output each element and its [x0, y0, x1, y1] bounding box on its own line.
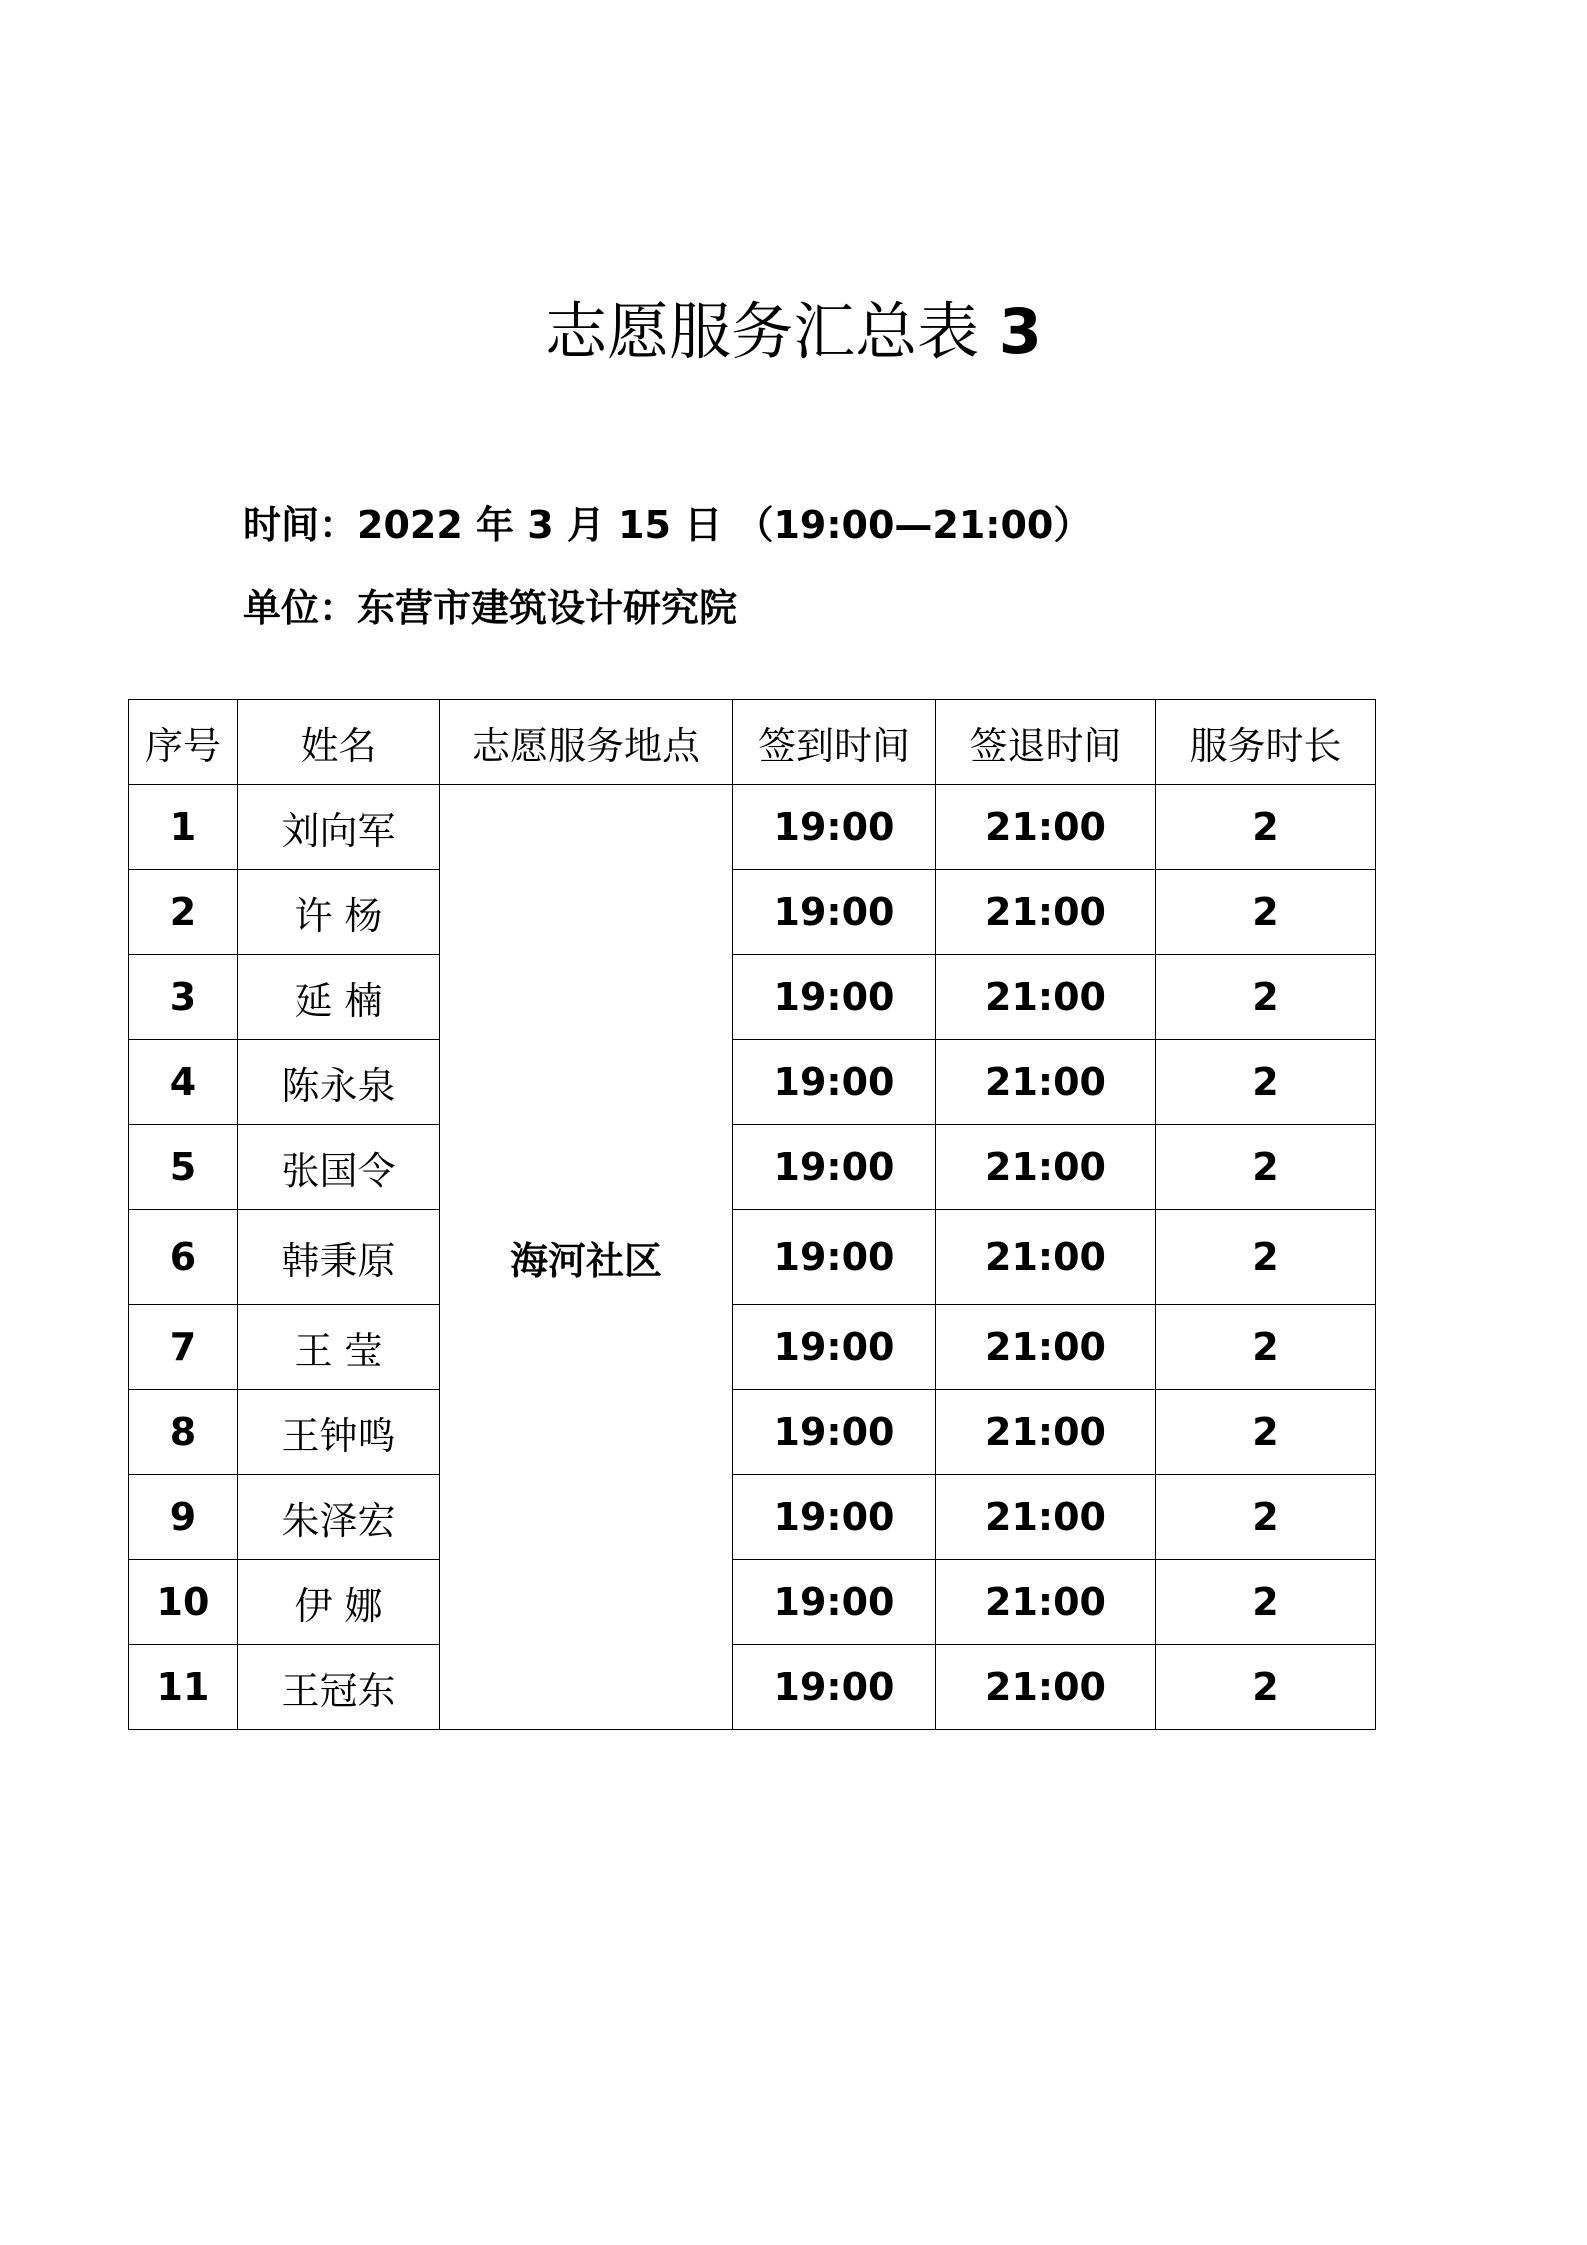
- header-no: 序号: [129, 700, 238, 785]
- header-check-in: 签到时间: [733, 700, 936, 785]
- check-out-time: 21:00: [936, 1125, 1156, 1210]
- row-number: 8: [129, 1390, 238, 1475]
- volunteer-name: 王 莹: [238, 1305, 440, 1390]
- volunteer-name: 张国令: [238, 1125, 440, 1210]
- volunteer-name: 许 杨: [238, 870, 440, 955]
- volunteer-name: 王冠东: [238, 1645, 440, 1730]
- row-number: 6: [129, 1210, 238, 1305]
- check-in-time: 19:00: [733, 1040, 936, 1125]
- service-duration: 2: [1156, 785, 1376, 870]
- check-out-time: 21:00: [936, 1560, 1156, 1645]
- service-time: 时间：2022 年 3 月 15 日 （19:00—21:00）: [243, 503, 1092, 547]
- header-check-out: 签退时间: [936, 700, 1156, 785]
- service-duration: 2: [1156, 1645, 1376, 1730]
- row-number: 7: [129, 1305, 238, 1390]
- header-duration: 服务时长: [1156, 700, 1376, 785]
- volunteer-summary-table: [128, 699, 1376, 1730]
- header-place: 志愿服务地点: [440, 700, 733, 785]
- service-duration: 2: [1156, 1040, 1376, 1125]
- check-in-time: 19:00: [733, 1305, 936, 1390]
- check-in-time: 19:00: [733, 1560, 936, 1645]
- check-out-time: 21:00: [936, 1305, 1156, 1390]
- table-row: [129, 785, 1376, 870]
- check-out-time: 21:00: [936, 1390, 1156, 1475]
- volunteer-name: 延 楠: [238, 955, 440, 1040]
- volunteer-name: 朱泽宏: [238, 1475, 440, 1560]
- check-in-time: 19:00: [733, 1645, 936, 1730]
- service-duration: 2: [1156, 870, 1376, 955]
- check-out-time: 21:00: [936, 870, 1156, 955]
- check-out-time: 21:00: [936, 1475, 1156, 1560]
- title-text: 志愿服务汇总表: [545, 295, 980, 368]
- table-row: [129, 1305, 1376, 1390]
- table-row: [129, 1040, 1376, 1125]
- row-number: 9: [129, 1475, 238, 1560]
- title-number: 3: [998, 295, 1042, 368]
- check-in-time: 19:00: [733, 1125, 936, 1210]
- row-number: 4: [129, 1040, 238, 1125]
- volunteer-name: 刘向军: [238, 785, 440, 870]
- check-in-time: 19:00: [733, 785, 936, 870]
- check-out-time: 21:00: [936, 1645, 1156, 1730]
- volunteer-name: 陈永泉: [238, 1040, 440, 1125]
- check-in-time: 19:00: [733, 955, 936, 1040]
- page-title: [0, 292, 1587, 372]
- table-row: [129, 1210, 1376, 1305]
- service-duration: 2: [1156, 1390, 1376, 1475]
- table-row: [129, 1645, 1376, 1730]
- service-duration: 2: [1156, 1210, 1376, 1305]
- table-row: [129, 1560, 1376, 1645]
- table-row: [129, 1125, 1376, 1210]
- check-in-time: 19:00: [733, 1475, 936, 1560]
- service-duration: 2: [1156, 955, 1376, 1040]
- check-out-time: 21:00: [936, 955, 1156, 1040]
- service-unit: 单位：东营市建筑设计研究院: [243, 586, 738, 630]
- check-in-time: 19:00: [733, 1210, 936, 1305]
- check-in-time: 19:00: [733, 870, 936, 955]
- table-row: [129, 955, 1376, 1040]
- table-row: [129, 1475, 1376, 1560]
- row-number: 1: [129, 785, 238, 870]
- volunteer-name: 王钟鸣: [238, 1390, 440, 1475]
- service-place: 海河社区: [440, 785, 733, 1730]
- service-duration: 2: [1156, 1125, 1376, 1210]
- row-number: 3: [129, 955, 238, 1040]
- table-row: [129, 870, 1376, 955]
- row-number: 10: [129, 1560, 238, 1645]
- header-name: 姓名: [238, 700, 440, 785]
- volunteer-name: 韩秉原: [238, 1210, 440, 1305]
- check-out-time: 21:00: [936, 1040, 1156, 1125]
- service-duration: 2: [1156, 1475, 1376, 1560]
- service-duration: 2: [1156, 1560, 1376, 1645]
- row-number: 11: [129, 1645, 238, 1730]
- table-header-row: [129, 700, 1376, 785]
- service-duration: 2: [1156, 1305, 1376, 1390]
- row-number: 2: [129, 870, 238, 955]
- check-out-time: 21:00: [936, 1210, 1156, 1305]
- table-row: [129, 1390, 1376, 1475]
- row-number: 5: [129, 1125, 238, 1210]
- check-in-time: 19:00: [733, 1390, 936, 1475]
- volunteer-name: 伊 娜: [238, 1560, 440, 1645]
- check-out-time: 21:00: [936, 785, 1156, 870]
